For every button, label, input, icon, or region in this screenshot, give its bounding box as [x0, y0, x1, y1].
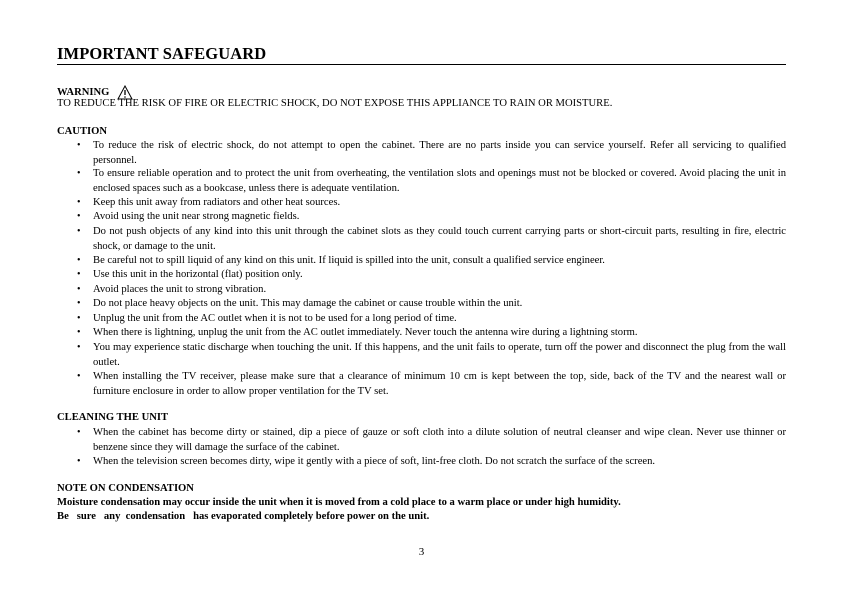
caution-item-text: Use this unit in the horizontal (flat) position only.: [93, 269, 303, 280]
warning-heading: WARNING: [57, 87, 110, 98]
bullet-icon: •: [77, 427, 81, 438]
caution-item: [57, 210, 786, 225]
caution-item: [57, 312, 786, 327]
bullet-icon: •: [77, 371, 81, 382]
caution-item: [57, 268, 786, 283]
bullet-icon: •: [77, 313, 81, 324]
caution-item-text: When installing the TV receiver, please make sure that a clearance of minimum 10 cm is kept between the top, side, back of the TV and the nearest wall or furniture enclosure in order to allow proper ventilation for the TV set.: [93, 371, 786, 397]
caution-item: [57, 139, 786, 168]
bullet-icon: •: [77, 226, 81, 237]
bullet-icon: •: [77, 140, 81, 151]
caution-item-text: You may experience static discharge when touching the unit. If this happens, and the unit fails to operate, turn off the power and disconnect the plug from the wall outlet.: [93, 342, 786, 368]
bullet-icon: •: [77, 168, 81, 179]
condensation-heading: NOTE ON CONDENSATION: [57, 483, 194, 494]
warning-text: TO REDUCE THE RISK OF FIRE OR ELECTRIC SHOCK, DO NOT EXPOSE THIS APPLIANCE TO RAIN OR MOISTURE.: [57, 98, 613, 109]
bullet-icon: •: [77, 255, 81, 266]
cleaning-item-text: When the cabinet has become dirty or stained, dip a piece of gauze or soft cloth into a dilute solution of neutral cleanser and wipe clean. Never use thinner or benzene since they will damage the surface of the cabinet.: [93, 427, 786, 453]
caution-item: [57, 254, 786, 269]
condensation-line-1: Moisture condensation may occur inside the unit when it is moved from a cold place to a warm place or under high humidity.: [57, 497, 621, 508]
caution-item-text: Keep this unit away from radiators and other heat sources.: [93, 197, 341, 208]
bullet-icon: •: [77, 456, 81, 467]
caution-item-text: To reduce the risk of electric shock, do not attempt to open the cabinet. There are no parts inside you can service yourself. Refer all servicing to qualified personnel.: [93, 140, 786, 166]
title-divider: [57, 64, 786, 65]
caution-item: [57, 167, 786, 196]
caution-item-text: When there is lightning, unplug the unit from the AC outlet immediately. Never touch the antenna wire during a lightning storm.: [93, 327, 638, 338]
bullet-icon: •: [77, 327, 81, 338]
caution-item: [57, 370, 786, 399]
bullet-icon: •: [77, 284, 81, 295]
caution-item-text: Do not place heavy objects on the unit. This may damage the cabinet or cause trouble within the unit.: [93, 298, 523, 309]
page-title: IMPORTANT SAFEGUARD: [57, 44, 267, 63]
condensation-line-2: Be sure any condensation has evaporated completely before power on the unit.: [57, 511, 430, 522]
caution-item-text: Be careful not to spill liquid of any kind on this unit. If liquid is spilled into the unit, consult a qualified service engineer.: [93, 255, 605, 266]
bullet-icon: •: [77, 342, 81, 353]
cleaning-heading: CLEANING THE UNIT: [57, 412, 169, 423]
caution-item: [57, 326, 786, 341]
caution-item: [57, 225, 786, 254]
caution-item: [57, 196, 786, 211]
bullet-icon: •: [77, 298, 81, 309]
caution-item-text: Avoid using the unit near strong magnetic fields.: [93, 211, 300, 222]
page-number: 3: [418, 546, 425, 558]
caution-item-text: Avoid places the unit to strong vibration.: [93, 284, 267, 295]
cleaning-item-text: When the television screen becomes dirty, wipe it gently with a piece of soft, lint-free cloth. Do not scratch the surface of the screen.: [93, 456, 656, 467]
caution-item: [57, 283, 786, 298]
caution-item: [57, 297, 786, 312]
bullet-icon: •: [77, 211, 81, 222]
bullet-icon: •: [77, 269, 81, 280]
cleaning-item: [57, 455, 786, 470]
bullet-icon: •: [77, 197, 81, 208]
caution-item-text: Unplug the unit from the AC outlet when it is not to be used for a long period of time.: [93, 313, 457, 324]
caution-item: [57, 341, 786, 370]
document-page: [57, 0, 786, 595]
caution-heading: CAUTION: [57, 126, 108, 137]
cleaning-item: [57, 426, 786, 455]
caution-item-text: To ensure reliable operation and to protect the unit from overheating, the ventilation slots and openings must not be blocked or covered. Avoid placing the unit in enclosed spaces such as a bookcase, unless there is adequate ventilation.: [93, 168, 786, 194]
caution-item-text: Do not push objects of any kind into this unit through the cabinet slots as they could touch current carrying parts or short-circuit parts, resulting in fire, electric shock, or damage to the unit.: [93, 226, 786, 252]
